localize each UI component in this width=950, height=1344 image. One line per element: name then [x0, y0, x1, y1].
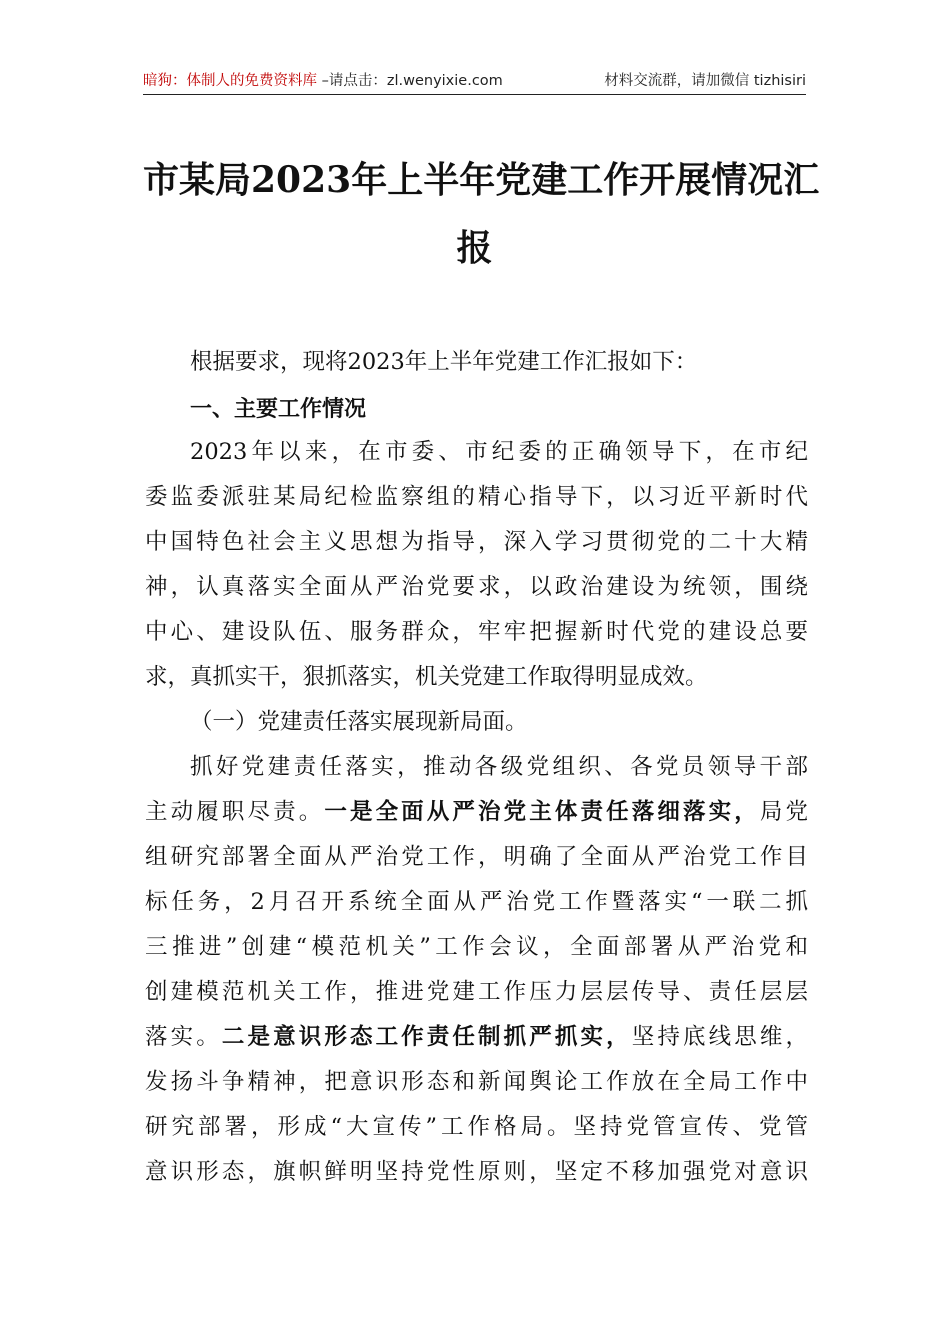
document-title-line-1: 市某局2023年上半年党建工作开展情况汇 [143, 159, 820, 201]
paragraph-line: 研究部署，形成“大宣传”工作格局。坚持党管宣传、党管 [145, 1114, 808, 1140]
text-run: 主动履职尽责。 [145, 799, 325, 825]
page-header [143, 70, 806, 95]
bold-text-run: 二是意识形态工作责任制抓严抓实， [221, 1024, 632, 1050]
paragraph-line: 中国特色社会主义思想为指导，深入学习贯彻党的二十大精 [145, 529, 808, 555]
text-run: 局党 [759, 799, 808, 825]
bold-text-run: 一是全面从严治党主体责任落细落实， [324, 799, 760, 825]
text-run: 坚持底线思维， [631, 1024, 808, 1050]
header-link[interactable]: –请点击：zl.wenyixie.com [317, 73, 503, 89]
intro-paragraph: 根据要求，现将2023年上半年党建工作汇报如下： [190, 349, 698, 375]
paragraph-line: 神，认真落实全面从严治党要求，以政治建设为统领，围绕 [145, 574, 808, 600]
paragraph-line: 意识形态，旗帜鲜明坚持党性原则，坚定不移加强党对意识 [145, 1159, 808, 1185]
section-heading-1: 一、主要工作情况 [190, 397, 367, 422]
paragraph-line: 三推进”创建“模范机关”工作会议，全面部署从严治党和 [145, 934, 808, 960]
paragraph-line: 组研究部署全面从严治党工作，明确了全面从严治党工作目 [145, 844, 808, 870]
text-run: 落实。 [145, 1024, 222, 1050]
paragraph-line [145, 1020, 808, 1054]
paragraph-line: 求，真抓实干，狠抓落实，机关党建工作取得明显成效。 [145, 664, 708, 690]
paragraph-line: 标任务，2月召开系统全面从严治党工作暨落实“一联二抓 [145, 889, 808, 915]
paragraph-line: 抓好党建责任落实，推动各级党组织、各党员领导干部 [190, 754, 808, 780]
subsection-heading-1: （一）党建责任落实展现新局面。 [190, 709, 528, 735]
document-title-line-2: 报 [456, 227, 493, 269]
paragraph-line: 创建模范机关工作，推进党建工作压力层层传导、责任层层 [145, 979, 808, 1005]
paragraph-line: 委监委派驻某局纪检监察组的精心指导下，以习近平新时代 [145, 484, 808, 510]
header-site-name: 暗狗：体制人的免费资料库 [143, 73, 317, 89]
header-contact: 材料交流群，请加微信 tizhisiri [604, 73, 806, 89]
paragraph-line: 2023年以来，在市委、市纪委的正确领导下，在市纪 [190, 439, 808, 465]
paragraph-line: 发扬斗争精神，把意识形态和新闻舆论工作放在全局工作中 [145, 1069, 808, 1095]
paragraph-line: 中心、建设队伍、服务群众，牢牢把握新时代党的建设总要 [145, 619, 808, 645]
paragraph-line [145, 795, 808, 829]
